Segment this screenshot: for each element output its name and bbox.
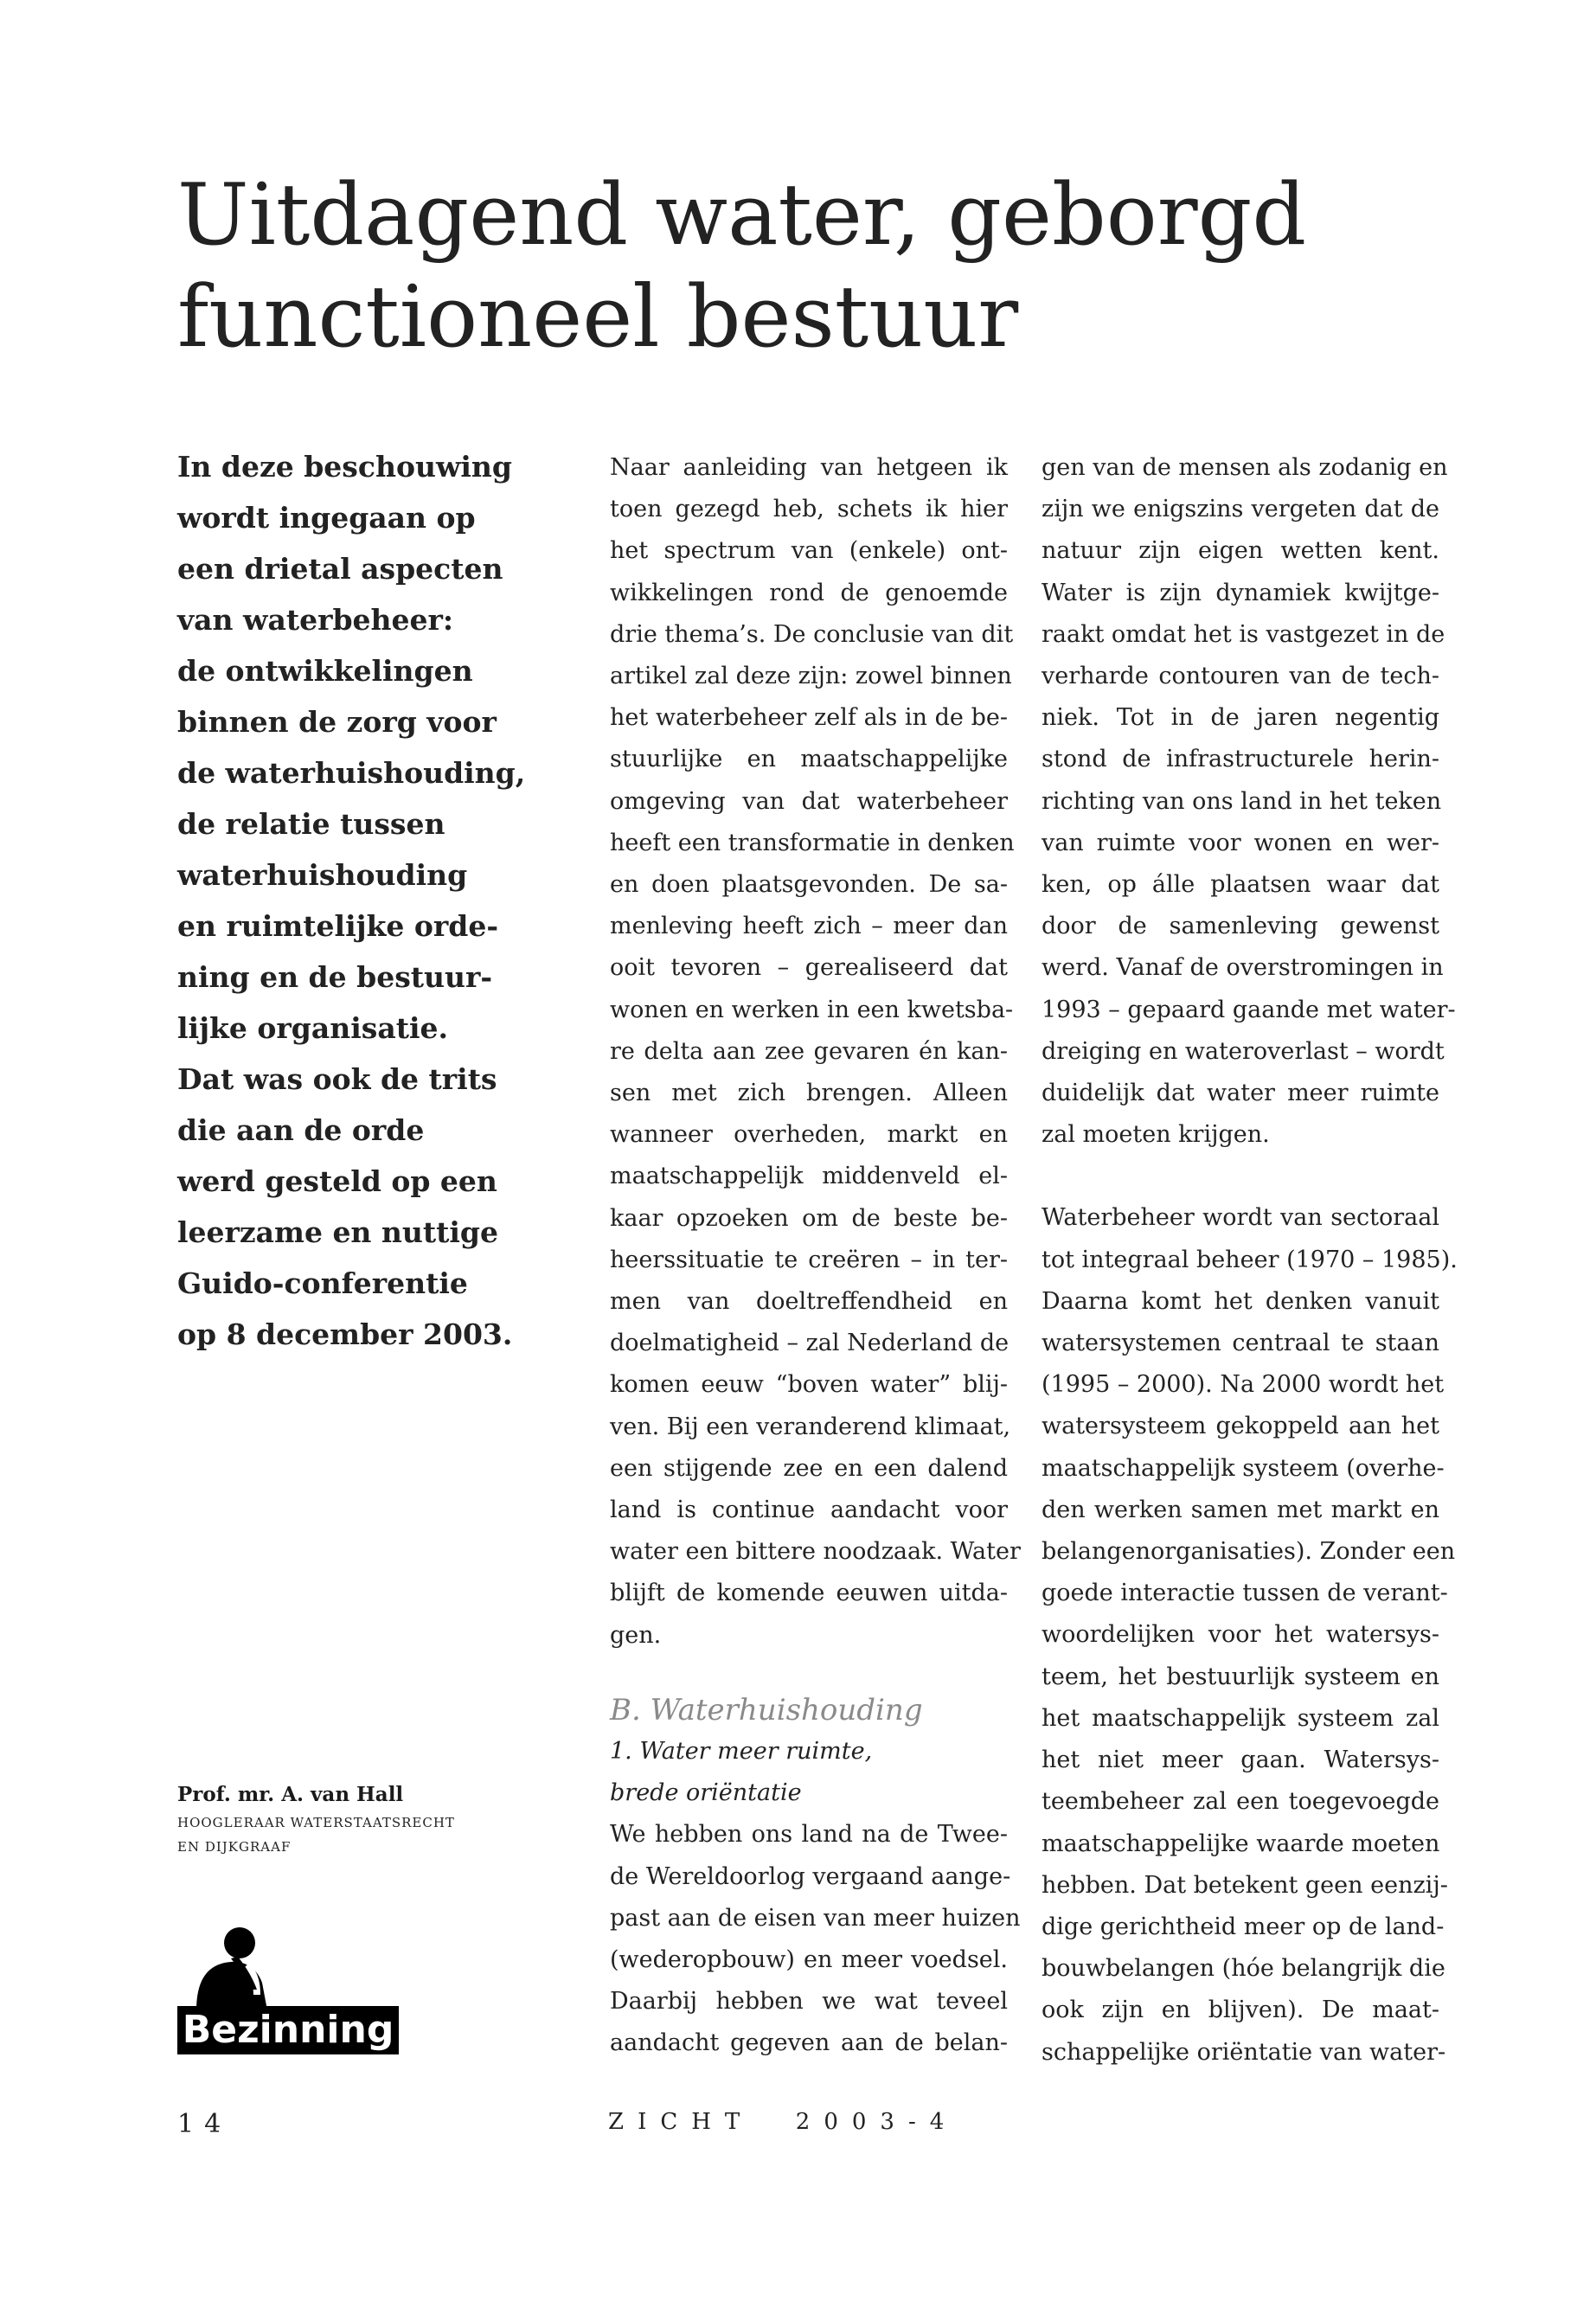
text-line: Daarbij hebben we wat teveel <box>610 1988 1008 2016</box>
text-line: niek. Tot in de jaren negentig <box>1042 704 1439 732</box>
text-line: watersysteem gekoppeld aan het <box>1042 1413 1439 1440</box>
text-line: kaar opzoeken om de beste be- <box>610 1204 1008 1232</box>
paragraph <box>1042 1197 1458 2073</box>
text-line: omgeving van dat waterbeheer <box>610 787 1008 815</box>
text-line: werd. Vanaf de overstromingen in <box>1042 954 1444 982</box>
text-line: (wederopbouw) en meer voedsel. <box>610 1945 1008 1973</box>
column-right-text <box>1042 447 1458 2073</box>
intro-line: de relatie tussen <box>177 807 445 841</box>
text-line: goede interactie tussen de verant- <box>1042 1580 1448 1607</box>
intro-line: Dat was ook de trits <box>177 1062 497 1096</box>
text-line: Daarna komt het denken vanuit <box>1042 1287 1439 1315</box>
text-line: verharde contouren van de tech- <box>1042 663 1439 690</box>
text-line: aandacht gegeven aan de belan- <box>610 2029 1008 2057</box>
text-line: ook zijn en blijven). De maat- <box>1042 1997 1439 2024</box>
paragraph-last-line: zal moeten krijgen. <box>1042 1121 1270 1149</box>
intro-line: leerzame en nuttige <box>177 1215 498 1249</box>
text-line: en doen plaatsgevonden. De sa- <box>610 871 1008 899</box>
text-line: ken, op álle plaatsen waar dat <box>1042 871 1439 899</box>
text-line: tot integraal beheer (1970 – 1985). <box>1042 1246 1458 1273</box>
author-role: EN DIJKGRAAF <box>177 1839 292 1855</box>
intro-line: van waterbeheer: <box>177 603 454 637</box>
text-line: komen eeuw “boven water” blij- <box>610 1371 1008 1399</box>
text-line: de Wereldoorlog vergaand aange- <box>610 1862 1011 1890</box>
text-line: het maatschappelijk systeem zal <box>1042 1704 1439 1732</box>
text-line: drie thema’s. De conclusie van dit <box>610 620 1014 648</box>
intro-line: ning en de bestuur- <box>177 960 493 994</box>
text-line: re delta aan zee gevaren én kan- <box>610 1037 1008 1065</box>
text-line: wanneer overheden, markt en <box>610 1121 1008 1149</box>
text-line: van ruimte voor wonen en wer- <box>1042 829 1439 856</box>
text-line: Naar aanleiding van hetgeen ik <box>610 454 1008 481</box>
intro-line: In deze beschouwing <box>177 450 512 484</box>
text-line: watersystemen centraal te staan <box>1042 1330 1439 1357</box>
text-line: woordelijken voor het watersys- <box>1042 1621 1439 1649</box>
text-line: dreiging en wateroverlast – wordt <box>1042 1037 1445 1065</box>
text-line: zijn we enigszins vergeten dat de <box>1042 496 1439 523</box>
title-line: Uitdagend water, geborgd <box>177 166 1307 265</box>
intro-line: wordt ingegaan op <box>177 501 476 535</box>
intro-line: Guido-conferentie <box>177 1266 468 1300</box>
text-line: stond de infrastructurele herin- <box>1042 746 1439 773</box>
column-left-text <box>610 447 1021 2065</box>
text-line: We hebben ons land na de Twee- <box>610 1821 1008 1849</box>
text-line: doelmatigheid – zal Nederland de <box>610 1330 1010 1357</box>
text-line: sen met zich brengen. Alleen <box>610 1080 1008 1107</box>
text-line: (1995 – 2000). Na 2000 wordt het <box>1042 1371 1445 1399</box>
text-line: maatschappelijk systeem (overhe- <box>1042 1454 1445 1482</box>
text-line: richting van ons land in het teken <box>1042 787 1442 815</box>
intro-line: lijke organisatie. <box>177 1011 448 1045</box>
text-line: door de samenleving gewenst <box>1042 913 1439 940</box>
paragraph <box>610 447 1021 1615</box>
text-line: land is continue aandacht voor <box>610 1497 1008 1524</box>
text-line: ooit tevoren – gerealiseerd dat <box>610 954 1008 982</box>
paragraph-gap <box>1042 1156 1439 1197</box>
subheading-line: 1. Water meer ruimte, <box>610 1737 873 1765</box>
text-line: raakt omdat het is vastgezet in de <box>1042 620 1445 648</box>
text-line: ven. Bij een veranderend klimaat, <box>610 1413 1011 1440</box>
text-line: Waterbeheer wordt van sectoraal <box>1042 1204 1439 1232</box>
logo-label: Bezinning <box>177 2006 399 2054</box>
author-role: HOOGLERAAR WATERSTAATSRECHT <box>177 1815 455 1830</box>
paragraph-last-line: gen. <box>610 1621 662 1649</box>
text-line: water een bittere noodzaak. Water <box>610 1538 1021 1566</box>
text-line: het spectrum van (enkele) ont- <box>610 537 1008 565</box>
text-line: natuur zijn eigen wetten kent. <box>1042 537 1439 565</box>
intro-line: op 8 december 2003. <box>177 1317 513 1351</box>
text-line: maatschappelijk middenveld el- <box>610 1163 1008 1190</box>
text-line: men van doeltreffendheid en <box>610 1288 1008 1316</box>
intro-line: waterhuishouding <box>177 858 468 892</box>
text-line: wikkelingen rond de genoemde <box>610 579 1008 606</box>
page-number: 14 <box>177 2109 232 2139</box>
paragraph <box>610 1814 1021 2064</box>
text-line: blijft de komende eeuwen uitda- <box>610 1580 1008 1607</box>
text-line: den werken samen met markt en <box>1042 1496 1439 1523</box>
text-line: menleving heeft zich – meer dan <box>610 913 1008 940</box>
intro-line: die aan de orde <box>177 1113 425 1147</box>
text-line: schappelijke oriëntatie van water- <box>1042 2038 1446 2066</box>
text-line: 1993 – gepaard gaande met water- <box>1042 996 1456 1023</box>
magazine-footer: ZICHT 2003-4 <box>608 2109 958 2135</box>
text-line: maatschappelijke waarde moeten <box>1042 1830 1440 1857</box>
text-line: bouwbelangen (hóe belangrijk die <box>1042 1955 1445 1983</box>
text-line: het niet meer gaan. Watersys- <box>1042 1747 1439 1774</box>
text-line: wonen en werken in een kwetsba- <box>610 996 1014 1023</box>
text-line: teembeheer zal een toegevoegde <box>1042 1788 1439 1816</box>
text-line: Water is zijn dynamiek kwijtge- <box>1042 579 1439 606</box>
text-line: hebben. Dat betekent geen eenzij- <box>1042 1871 1448 1899</box>
text-line: het waterbeheer zelf als in de be- <box>610 704 1008 732</box>
text-line: teem, het bestuurlijk systeem en <box>1042 1663 1439 1690</box>
intro-line: de ontwikkelingen <box>177 654 473 688</box>
text-line: toen gezegd heb, schets ik hier <box>610 496 1008 523</box>
text-line: past aan de eisen van meer huizen <box>610 1904 1021 1932</box>
text-line: stuurlijke en maatschappelijke <box>610 746 1008 773</box>
bezinning-logo <box>177 1920 402 2059</box>
section-heading: B. Waterhuishouding <box>610 1692 923 1727</box>
text-line: duidelijk dat water meer ruimte <box>1042 1080 1439 1107</box>
author-block <box>177 1779 523 1859</box>
text-line: belangenorganisaties). Zonder een <box>1042 1538 1456 1566</box>
article-title <box>177 164 1475 369</box>
text-line: dige gerichtheid meer op de land- <box>1042 1913 1445 1940</box>
title-line: functioneel bestuur <box>177 268 1019 367</box>
paragraph <box>1042 447 1456 1114</box>
intro-line: werd gesteld op een <box>177 1164 497 1198</box>
intro-line: en ruimtelijke orde- <box>177 909 499 943</box>
text-line: een stijgende zee en een dalend <box>610 1454 1008 1482</box>
thinker-figure-icon <box>177 1920 402 2016</box>
intro-line: een drietal aspecten <box>177 552 503 586</box>
intro-lead <box>177 441 526 1360</box>
intro-line: de waterhuishouding, <box>177 756 526 790</box>
text-line: heerssituatie te creëren – in ter- <box>610 1246 1008 1273</box>
author-name: Prof. mr. A. van Hall <box>177 1783 404 1806</box>
subheading-line: brede oriëntatie <box>610 1779 802 1807</box>
text-line: heeft een transformatie in denken <box>610 829 1015 856</box>
text-line: gen van de mensen als zodanig en <box>1042 454 1448 481</box>
intro-line: binnen de zorg voor <box>177 705 497 739</box>
text-line: artikel zal deze zijn: zowel binnen <box>610 663 1012 690</box>
